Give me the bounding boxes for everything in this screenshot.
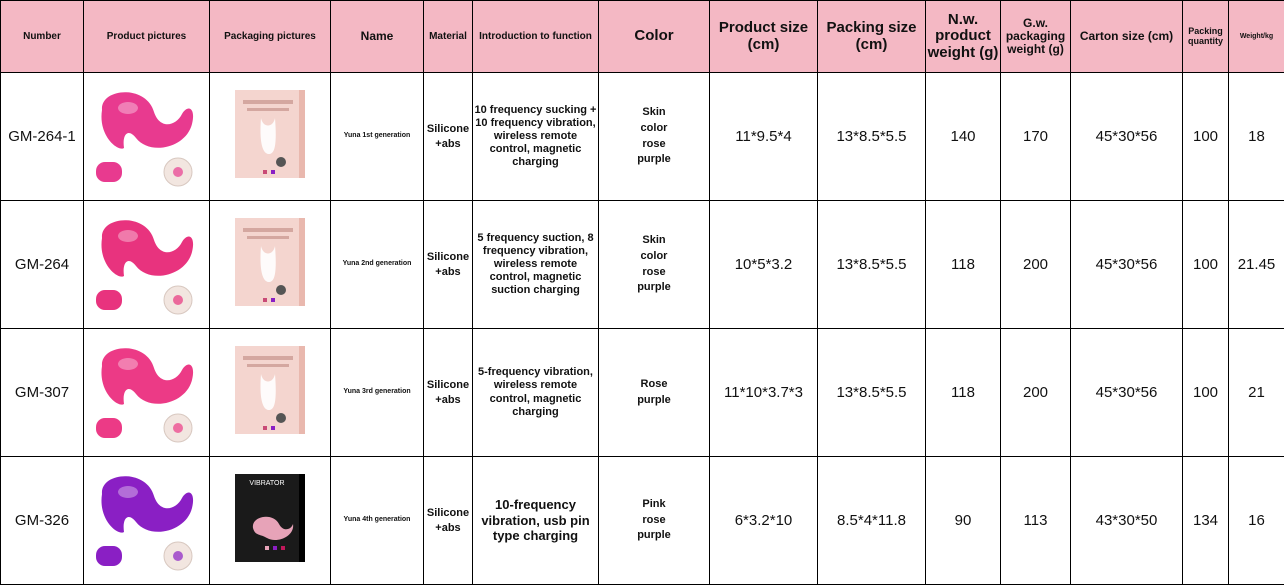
cell-weight-kg: 16	[1229, 457, 1284, 585]
cell-introduction: 10-frequency vibration, usb pin type charging	[473, 457, 599, 585]
cell-color	[599, 201, 710, 329]
header-introduction: Introduction to function	[473, 1, 599, 73]
cell-packing-size: 8.5*4*11.8	[818, 457, 926, 585]
packaging-image	[233, 216, 307, 308]
cell-packing-quantity: 100	[1183, 73, 1229, 201]
cell-carton-size: 45*30*56	[1071, 73, 1183, 201]
cell-packaging-picture	[210, 73, 331, 201]
cell-product-size: 11*10*3.7*3	[710, 329, 818, 457]
cell-gw-weight: 200	[1001, 201, 1071, 329]
cell-carton-size: 45*30*56	[1071, 201, 1183, 329]
table-row	[1, 73, 1284, 201]
header-number: Number	[1, 1, 84, 73]
cell-gw-weight: 170	[1001, 73, 1071, 201]
cell-carton-size: 43*30*50	[1071, 457, 1183, 585]
cell-introduction: 10 frequency sucking + 10 frequency vibration, wireless remote control, magnetic charging	[473, 73, 599, 201]
cell-packaging-picture	[210, 201, 331, 329]
product-image	[84, 334, 209, 452]
header-product-pictures: Product pictures	[84, 1, 210, 73]
product-image	[84, 462, 209, 580]
product-image	[84, 78, 209, 196]
cell-product-size: 10*5*3.2	[710, 201, 818, 329]
cell-material: Silicone +abs	[424, 73, 473, 201]
cell-nw-weight: 140	[926, 73, 1001, 201]
packaging-image	[233, 88, 307, 180]
cell-name: Yuna 3rd generation	[331, 329, 424, 457]
cell-gw-weight: 200	[1001, 329, 1071, 457]
cell-weight-kg: 21.45	[1229, 201, 1284, 329]
header-weight-kg: Weight/kg	[1229, 1, 1284, 73]
cell-number: GM-264	[1, 201, 84, 329]
cell-packing-quantity: 134	[1183, 457, 1229, 585]
table-row	[1, 201, 1284, 329]
header-nw-weight: N.w. product weight (g)	[926, 1, 1001, 73]
cell-packing-size: 13*8.5*5.5	[818, 329, 926, 457]
cell-packaging-picture	[210, 329, 331, 457]
cell-gw-weight: 113	[1001, 457, 1071, 585]
color-text: Rose purple	[637, 377, 671, 406]
header-row	[1, 1, 1284, 73]
table-row	[1, 329, 1284, 457]
cell-material: Silicone +abs	[424, 201, 473, 329]
header-carton-size: Carton size (cm)	[1071, 1, 1183, 73]
box-label: VIBRATOR	[249, 480, 285, 487]
packaging-image	[233, 344, 307, 436]
cell-product-picture	[84, 201, 210, 329]
cell-material: Silicone +abs	[424, 457, 473, 585]
header-gw-weight: G.w. packaging weight (g)	[1001, 1, 1071, 73]
cell-packing-quantity: 100	[1183, 201, 1229, 329]
cell-product-picture	[84, 73, 210, 201]
cell-packing-quantity: 100	[1183, 329, 1229, 457]
cell-product-size: 11*9.5*4	[710, 73, 818, 201]
color-text: Skin color rose purple	[637, 233, 671, 294]
product-image	[84, 206, 209, 324]
cell-packing-size: 13*8.5*5.5	[818, 201, 926, 329]
cell-introduction: 5-frequency vibration, wireless remote control, magnetic charging	[473, 329, 599, 457]
color-text: Skin color rose purple	[637, 105, 671, 166]
color-text: Pink rose purple	[637, 497, 671, 542]
cell-nw-weight: 118	[926, 329, 1001, 457]
cell-name: Yuna 4th generation	[331, 457, 424, 585]
cell-weight-kg: 18	[1229, 73, 1284, 201]
cell-material: Silicone +abs	[424, 329, 473, 457]
cell-nw-weight: 118	[926, 201, 1001, 329]
packaging-image	[233, 472, 307, 564]
header-color: Color	[599, 1, 710, 73]
cell-packing-size: 13*8.5*5.5	[818, 73, 926, 201]
table-row	[1, 457, 1284, 585]
cell-product-picture	[84, 457, 210, 585]
cell-introduction: 5 frequency suction, 8 frequency vibration, wireless remote control, magnetic suction charging	[473, 201, 599, 329]
header-material: Material	[424, 1, 473, 73]
cell-weight-kg: 21	[1229, 329, 1284, 457]
cell-color	[599, 73, 710, 201]
cell-color	[599, 457, 710, 585]
cell-carton-size: 45*30*56	[1071, 329, 1183, 457]
cell-number: GM-307	[1, 329, 84, 457]
cell-name: Yuna 1st generation	[331, 73, 424, 201]
cell-product-picture	[84, 329, 210, 457]
header-packaging-pictures: Packaging pictures	[210, 1, 331, 73]
cell-nw-weight: 90	[926, 457, 1001, 585]
cell-number: GM-264-1	[1, 73, 84, 201]
header-product-size: Product size (cm)	[710, 1, 818, 73]
cell-number: GM-326	[1, 457, 84, 585]
header-name: Name	[331, 1, 424, 73]
cell-packaging-picture	[210, 457, 331, 585]
header-packing-quantity: Packing quantity	[1183, 1, 1229, 73]
cell-name: Yuna 2nd generation	[331, 201, 424, 329]
cell-color	[599, 329, 710, 457]
header-packing-size: Packing size (cm)	[818, 1, 926, 73]
cell-product-size: 6*3.2*10	[710, 457, 818, 585]
